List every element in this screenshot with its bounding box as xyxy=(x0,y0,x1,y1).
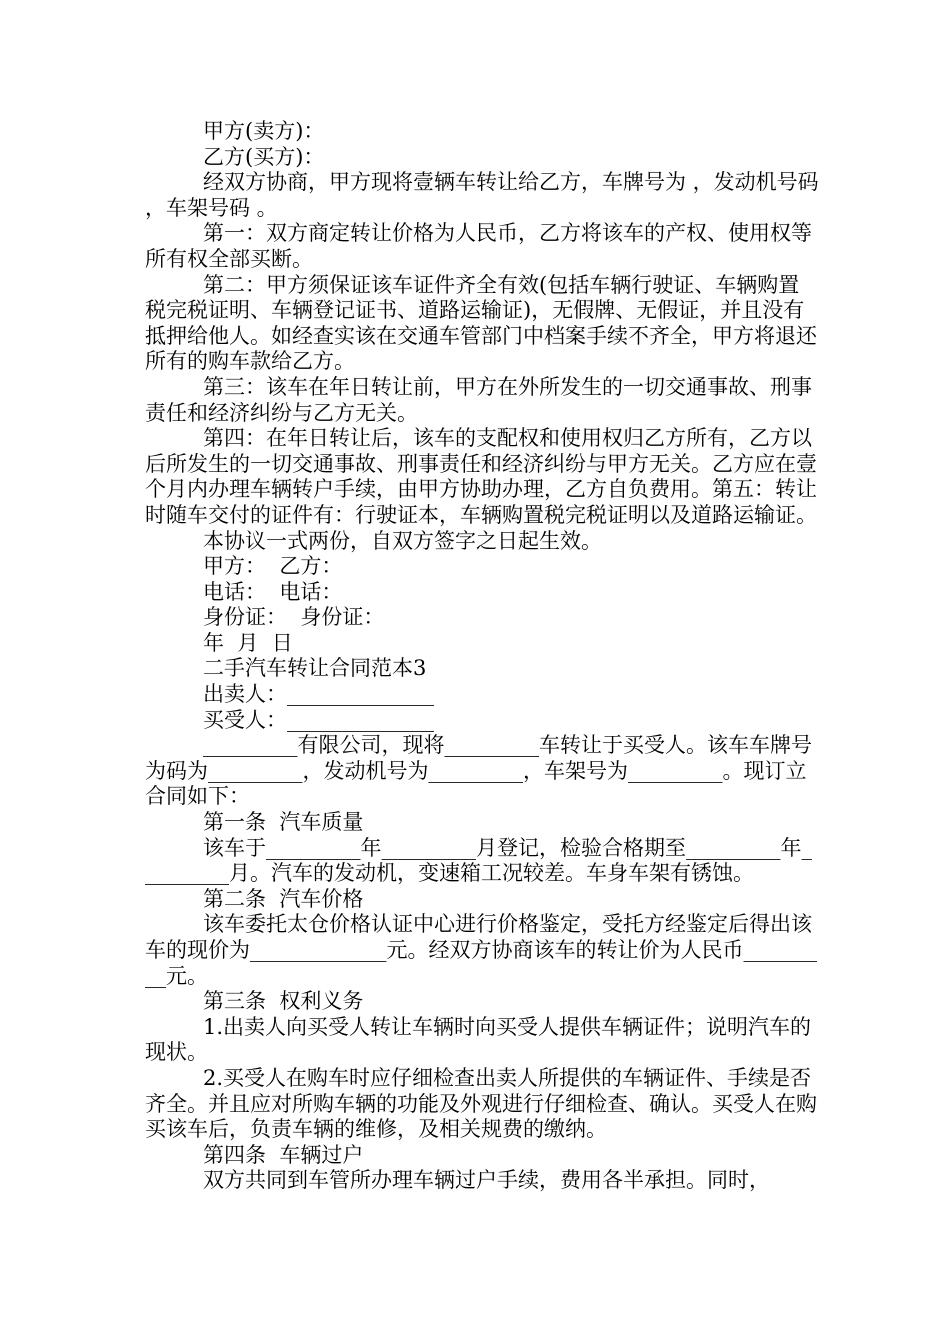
vehicle-intro-paragraph: _________有限公司，现将_________车转让于买受人。该车车牌号为码为_________，发动机号为_________，车架号为_________。现订立合同如下： xyxy=(145,733,812,809)
signature-phones: 电话： 电话： xyxy=(203,579,343,604)
clause-1-paragraph: 第一：双方商定转让价格为人民币，乙方将该车的产权、使用权等所有权全部买断。 xyxy=(145,221,812,271)
signature-ids: 身份证： 身份证： xyxy=(203,605,385,630)
buyer-party-line: 乙方(买方)： xyxy=(203,144,325,169)
clause-2-paragraph: 第二：甲方须保证该车证件齐全有效(包括车辆行驶证、车辆购置税完税证明、车辆登记证书、道路运输证)，无假牌、无假证，并且没有抵押给他人。如经查实该在交通车管部门中档案手续不齐全，甲方将退还所有的购车款给乙方。 xyxy=(145,272,817,374)
signature-parties: 甲方： 乙方： xyxy=(203,554,343,579)
article-3-item-1: 1.出卖人向买受人转让车辆时向买受人提供车辆证件；说明汽车的现状。 xyxy=(145,1014,812,1065)
signature-date: 年 月 日 xyxy=(203,630,293,655)
article-2-body: 该车委托太仓价格认证中心进行价格鉴定，受托方经鉴定后得出该车的现价为_____________元。经双方协商该车的转让价为人民币_________元。 xyxy=(145,912,817,988)
intro-paragraph: 经双方协商，甲方现将壹辆车转让给乙方，车牌号为 ，发动机号码 ，车架号码 。 xyxy=(145,170,826,220)
article-4-body: 双方共同到车管所办理车辆过户手续，费用各半承担。同时， xyxy=(203,1168,770,1193)
article-1-body: 该车于_________年_________月登记，检验合格期至_________年_________月。汽车的发动机，变速箱工况较差。车身车架有锈蚀。 xyxy=(145,835,812,886)
article-4-heading: 第四条 车辆过户 xyxy=(203,1142,364,1167)
contract-document xyxy=(145,119,826,1194)
article-2-heading: 第二条 汽车价格 xyxy=(203,886,364,911)
template-title: 二手汽车转让合同范本3 xyxy=(203,656,427,681)
buyer-field: 买受人：______________ xyxy=(203,707,434,732)
seller-party-line: 甲方(卖方)： xyxy=(203,119,325,143)
effective-clause: 本协议一式两份，自双方签字之日起生效。 xyxy=(203,528,602,553)
article-3-heading: 第三条 权利义务 xyxy=(203,989,364,1014)
clause-4-paragraph: 第四：在年日转让后，该车的支配权和使用权归乙方所有，乙方以后所发生的一切交通事故、刑事责任和经济纠纷与甲方无关。乙方应在壹个月内办理车辆转户手续，由甲方协助办理，乙方自负费用。第五：转让时随车交付的证件有：行驶证本，车辆购置税完税证明以及道路运输证。 xyxy=(145,426,817,527)
article-1-heading: 第一条 汽车质量 xyxy=(203,810,364,835)
seller-field: 出卖人：______________ xyxy=(203,682,434,707)
clause-3-paragraph: 第三：该车在年日转让前，甲方在外所发生的一切交通事故、刑事责任和经济纠纷与乙方无关。 xyxy=(145,374,812,425)
article-3-item-2: 2.买受人在购车时应仔细检查出卖人所提供的车辆证件、手续是否齐全。并且应对所购车辆的功能及外观进行仔细检查、确认。买受人在购买该车后，负责车辆的维修，及相关规费的缴纳。 xyxy=(145,1065,817,1142)
